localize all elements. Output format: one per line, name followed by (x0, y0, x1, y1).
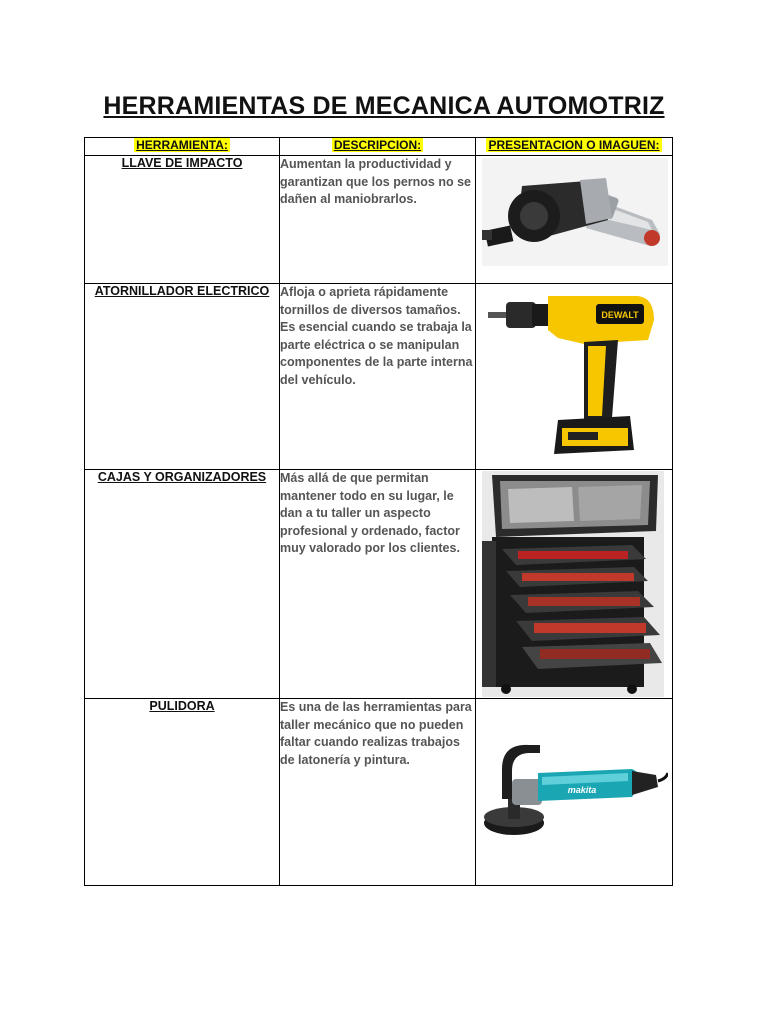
table-row (85, 470, 673, 699)
tool-description: Afloja o aprieta rápidamente tornillos de diversos tamaños. Es esencial cuando se trabaja la parte eléctrica o se manipulan componentes de la parte interna del vehículo. (280, 284, 476, 470)
tool-name: PULIDORA (85, 699, 280, 886)
tool-chest-image (482, 471, 664, 697)
tool-image-cell (476, 470, 673, 699)
tool-description: Es una de las herramientas para taller mecánico que no pueden faltar cuando realizas trabajos de latonería y pintura. (280, 699, 476, 886)
impact-wrench-image (482, 158, 668, 266)
dewalt-logo: DEWALT (601, 310, 639, 320)
tools-table (84, 137, 673, 886)
table-row (85, 699, 673, 886)
tool-description: Aumentan la productividad y garantizan que los pernos no se dañen al maniobrarlos. (280, 156, 476, 284)
page-title: HERRAMIENTAS DE MECANICA AUTOMOTRIZ (103, 92, 665, 120)
tool-image-cell (476, 699, 673, 886)
table-row (85, 156, 673, 284)
tool-name: CAJAS Y ORGANIZADORES (85, 470, 280, 699)
tool-description: Más allá de que permitan mantener todo en su lugar, le dan a tu taller un aspecto profesional y ordenado, factor muy valorado por los clientes. (280, 470, 476, 699)
cordless-drill-image (488, 290, 660, 462)
header-descripcion: DESCRIPCION: (280, 138, 476, 156)
polisher-image (482, 739, 668, 841)
tool-image-cell (476, 284, 673, 470)
tool-name: ATORNILLADOR ELECTRICO (85, 284, 280, 470)
header-herramienta: HERRAMIENTA: (85, 138, 280, 156)
table-row (85, 284, 673, 470)
makita-logo: makita (567, 785, 597, 795)
tool-name: LLAVE DE IMPACTO (85, 156, 280, 284)
table-header-row (85, 138, 673, 156)
header-presentacion: PRESENTACION O IMAGUEN: (476, 138, 673, 156)
tool-image-cell (476, 156, 673, 284)
